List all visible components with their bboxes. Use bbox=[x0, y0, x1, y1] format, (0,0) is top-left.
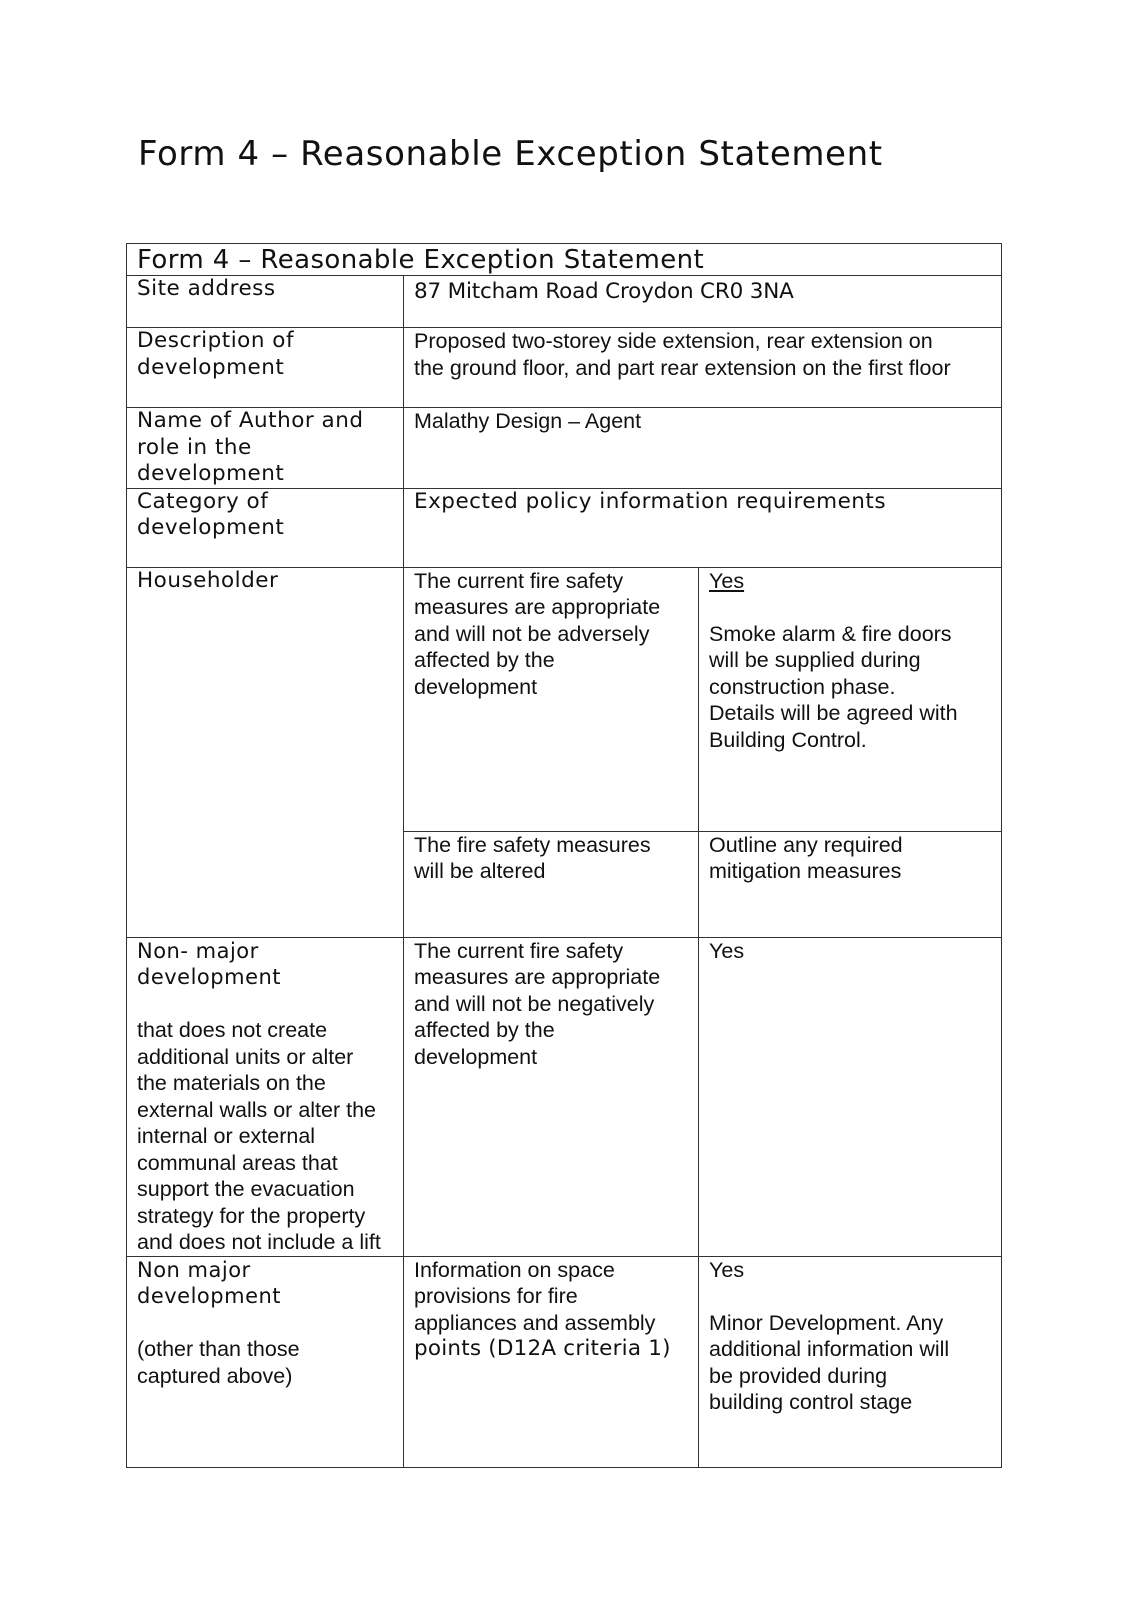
text-line: will be supplied during bbox=[709, 648, 921, 672]
householder-requirement-2 bbox=[404, 831, 699, 937]
site-address-label: Site address bbox=[127, 276, 404, 328]
text-line: points (D12A criteria 1) bbox=[414, 1336, 671, 1361]
yes-answer: Yes bbox=[709, 1257, 745, 1282]
text-line: be provided during bbox=[709, 1363, 888, 1388]
text-line: internal or external bbox=[137, 1124, 316, 1148]
site-address-row bbox=[127, 276, 1002, 328]
text-line: Non- major bbox=[137, 938, 259, 963]
text-line: (other than those bbox=[137, 1337, 300, 1361]
text-line: provisions for fire bbox=[414, 1284, 578, 1308]
text-line: Building Control. bbox=[709, 727, 867, 752]
text-line: development bbox=[137, 965, 282, 989]
text-line: additional information will bbox=[709, 1337, 950, 1361]
non-major-row-1 bbox=[127, 937, 1002, 1256]
text-line: measures are appropriate bbox=[414, 965, 661, 989]
non-major-label-1 bbox=[127, 937, 404, 1256]
text-line: and will not be adversely bbox=[414, 621, 650, 646]
non-major-label-2 bbox=[127, 1256, 404, 1467]
category-value: Expected policy information requirements bbox=[404, 488, 1002, 567]
text-line: affected by the bbox=[414, 1018, 555, 1042]
description-row bbox=[127, 328, 1002, 408]
householder-requirement-1 bbox=[404, 567, 699, 831]
householder-label: Householder bbox=[127, 567, 404, 937]
non-major-row-2 bbox=[127, 1256, 1002, 1467]
category-label-line: development bbox=[137, 515, 285, 540]
category-row bbox=[127, 488, 1002, 567]
non-major-response-1: Yes bbox=[699, 937, 1002, 1256]
text-line: strategy for the property bbox=[137, 1203, 366, 1228]
text-line: the materials on the bbox=[137, 1071, 326, 1095]
text-line: captured above) bbox=[137, 1363, 293, 1388]
text-line: affected by the bbox=[414, 648, 555, 672]
category-label-line: Category of bbox=[137, 488, 269, 514]
page-title: Form 4 – Reasonable Exception Statement bbox=[138, 134, 883, 174]
category-label bbox=[127, 488, 404, 567]
householder-row-1 bbox=[127, 567, 1002, 831]
text-line: external walls or alter the bbox=[137, 1097, 376, 1122]
text-line: The current fire safety bbox=[414, 568, 624, 593]
author-label-line: role in the development bbox=[137, 434, 285, 486]
text-line: support the evacuation bbox=[137, 1177, 355, 1201]
text-line: The current fire safety bbox=[414, 938, 624, 963]
text-line: Outline any required bbox=[709, 832, 903, 857]
author-label-line: Name of Author and bbox=[137, 408, 364, 433]
text-line: Information on space bbox=[414, 1257, 615, 1282]
author-value: Malathy Design – Agent bbox=[404, 408, 1002, 489]
text-line: Details will be agreed with bbox=[709, 701, 958, 725]
site-address-cell bbox=[404, 276, 1002, 328]
non-major-response-2 bbox=[699, 1256, 1002, 1467]
site-address-value: 87 Mitcham Road Croydon CR0 3NA bbox=[414, 279, 794, 304]
non-major-requirement-1 bbox=[404, 937, 699, 1256]
author-row bbox=[127, 408, 1002, 489]
text-line: The fire safety measures bbox=[414, 832, 651, 857]
text-line: measures are appropriate bbox=[414, 595, 661, 619]
text-line: that does not create bbox=[137, 1018, 328, 1042]
text-line: Smoke alarm & fire doors bbox=[709, 621, 952, 646]
text-line: development bbox=[137, 1284, 282, 1308]
text-line: will be altered bbox=[414, 859, 546, 883]
description-label-line: development bbox=[137, 354, 285, 380]
description-value-line: the ground floor, and part rear extension on the first floor bbox=[414, 355, 951, 380]
description-value bbox=[404, 328, 1002, 408]
text-line: building control stage bbox=[709, 1390, 913, 1414]
text-line: mitigation measures bbox=[709, 859, 902, 883]
description-value-line: Proposed two-storey side extension, rear extension on bbox=[414, 329, 933, 353]
yes-answer: Yes bbox=[709, 568, 745, 593]
non-major-requirement-2 bbox=[404, 1256, 699, 1467]
text-line: communal areas that bbox=[137, 1150, 338, 1175]
description-label-line: Description of bbox=[137, 328, 295, 353]
householder-response-2 bbox=[699, 831, 1002, 937]
reasonable-exception-table bbox=[126, 243, 1002, 1468]
description-label bbox=[127, 328, 404, 408]
author-label bbox=[127, 408, 404, 489]
table-title-row bbox=[127, 244, 1002, 276]
text-line: Minor Development. Any bbox=[709, 1310, 944, 1335]
text-line: construction phase. bbox=[709, 674, 896, 699]
text-line: development bbox=[414, 1044, 538, 1069]
table-title: Form 4 – Reasonable Exception Statement bbox=[127, 244, 1002, 276]
text-line: and does not include a lift bbox=[137, 1230, 381, 1254]
text-line: appliances and assembly bbox=[414, 1310, 656, 1335]
text-line: additional units or alter bbox=[137, 1044, 354, 1069]
text-line: and will not be negatively bbox=[414, 991, 655, 1016]
text-line: Non major bbox=[137, 1257, 251, 1282]
text-line: development bbox=[414, 674, 538, 699]
householder-response-1 bbox=[699, 567, 1002, 831]
